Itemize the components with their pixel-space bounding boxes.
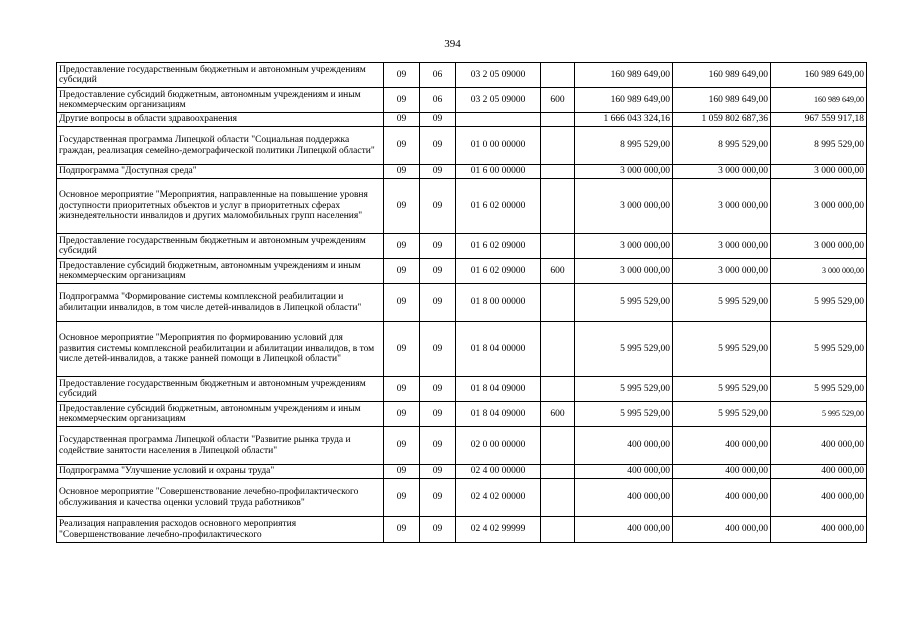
row-section-cell: 09: [384, 517, 420, 543]
row-section-cell: 09: [384, 402, 420, 427]
row-amount-1-cell: 400 000,00: [575, 465, 673, 479]
table-row: [57, 259, 867, 284]
row-amount-1-cell: 5 995 529,00: [575, 377, 673, 402]
row-amount-3-cell: 3 000 000,00: [771, 179, 867, 234]
row-name-cell: Государственная программа Липецкой области "Социальная поддержка граждан, реализация семейно-демографической политики Липецкой области": [57, 127, 384, 165]
row-amount-1-cell: 8 995 529,00: [575, 127, 673, 165]
row-amount-3-cell: 160 989 649,00: [771, 88, 867, 113]
row-target-article-cell: 01 8 00 00000: [456, 284, 541, 322]
row-amount-2-cell: 3 000 000,00: [673, 259, 771, 284]
row-amount-3-cell: 967 559 917,18: [771, 113, 867, 127]
table-row: [57, 465, 867, 479]
table-row: [57, 234, 867, 259]
row-target-article-cell: 01 6 02 00000: [456, 179, 541, 234]
row-amount-1-cell: 3 000 000,00: [575, 234, 673, 259]
row-amount-1-cell: 5 995 529,00: [575, 402, 673, 427]
row-amount-3-cell: 3 000 000,00: [771, 259, 867, 284]
row-target-article-cell: [456, 113, 541, 127]
row-expense-type-cell: [541, 179, 575, 234]
row-amount-1-cell: 3 000 000,00: [575, 179, 673, 234]
row-amount-3-cell: 5 995 529,00: [771, 377, 867, 402]
row-section-cell: 09: [384, 127, 420, 165]
row-subsection-cell: 09: [420, 479, 456, 517]
row-name-cell: Основное мероприятие "Мероприятия по формированию условий для развития системы комплексной реабилитации и абилитации инвалидов, в том числе детей-инвалидов, а также ранней помощи в Липецкой области": [57, 322, 384, 377]
row-name-cell: Предоставление субсидий бюджетным, автономным учреждениям и иным некоммерческим организациям: [57, 88, 384, 113]
row-expense-type-cell: [541, 322, 575, 377]
budget-table: [56, 62, 867, 543]
table-row: [57, 63, 867, 88]
row-amount-3-cell: 5 995 529,00: [771, 284, 867, 322]
row-subsection-cell: 09: [420, 465, 456, 479]
row-target-article-cell: 03 2 05 09000: [456, 88, 541, 113]
row-section-cell: 09: [384, 113, 420, 127]
row-amount-2-cell: 3 000 000,00: [673, 165, 771, 179]
row-section-cell: 09: [384, 179, 420, 234]
page-number: 394: [444, 38, 461, 50]
row-amount-1-cell: 5 995 529,00: [575, 322, 673, 377]
row-subsection-cell: 09: [420, 517, 456, 543]
table-row: [57, 377, 867, 402]
row-expense-type-cell: [541, 127, 575, 165]
row-expense-type-cell: [541, 63, 575, 88]
row-name-cell: Предоставление государственным бюджетным и автономным учреждениям субсидий: [57, 234, 384, 259]
row-amount-1-cell: 3 000 000,00: [575, 259, 673, 284]
row-section-cell: 09: [384, 165, 420, 179]
table-row: [57, 322, 867, 377]
row-subsection-cell: 09: [420, 234, 456, 259]
row-section-cell: 09: [384, 322, 420, 377]
row-section-cell: 09: [384, 284, 420, 322]
row-amount-2-cell: 5 995 529,00: [673, 377, 771, 402]
row-section-cell: 09: [384, 427, 420, 465]
row-section-cell: 09: [384, 465, 420, 479]
row-amount-2-cell: 160 989 649,00: [673, 88, 771, 113]
row-expense-type-cell: [541, 284, 575, 322]
row-amount-2-cell: 5 995 529,00: [673, 284, 771, 322]
table-row: [57, 479, 867, 517]
row-name-cell: Предоставление государственным бюджетным и автономным учреждениям субсидий: [57, 63, 384, 88]
row-amount-1-cell: 400 000,00: [575, 517, 673, 543]
row-name-cell: Основное мероприятие "Мероприятия, направленные на повышение уровня доступности приоритетных объектов и услуг в приоритетных сферах жизнедеятельности инвалидов и других маломобильных групп населения": [57, 179, 384, 234]
row-name-cell: Государственная программа Липецкой области "Развитие рынка труда и содействие занятости населения в Липецкой области": [57, 427, 384, 465]
row-subsection-cell: 09: [420, 427, 456, 465]
row-subsection-cell: 09: [420, 113, 456, 127]
row-subsection-cell: 09: [420, 127, 456, 165]
row-target-article-cell: 02 0 00 00000: [456, 427, 541, 465]
row-amount-3-cell: 8 995 529,00: [771, 127, 867, 165]
row-target-article-cell: 01 8 04 00000: [456, 322, 541, 377]
row-amount-2-cell: 400 000,00: [673, 517, 771, 543]
row-amount-2-cell: 400 000,00: [673, 465, 771, 479]
row-expense-type-cell: [541, 377, 575, 402]
row-section-cell: 09: [384, 259, 420, 284]
row-amount-1-cell: 3 000 000,00: [575, 165, 673, 179]
table-row: [57, 179, 867, 234]
row-subsection-cell: 09: [420, 322, 456, 377]
row-name-cell: Другие вопросы в области здравоохранения: [57, 113, 384, 127]
row-subsection-cell: 09: [420, 402, 456, 427]
row-expense-type-cell: [541, 165, 575, 179]
row-amount-2-cell: 3 000 000,00: [673, 179, 771, 234]
row-target-article-cell: 01 6 02 09000: [456, 234, 541, 259]
table-row: [57, 88, 867, 113]
row-amount-1-cell: 5 995 529,00: [575, 284, 673, 322]
row-amount-3-cell: 3 000 000,00: [771, 165, 867, 179]
row-amount-2-cell: 400 000,00: [673, 427, 771, 465]
row-amount-3-cell: 5 995 529,00: [771, 322, 867, 377]
row-section-cell: 09: [384, 88, 420, 113]
row-name-cell: Подпрограмма "Улучшение условий и охраны труда": [57, 465, 384, 479]
row-section-cell: 09: [384, 377, 420, 402]
table-row: [57, 517, 867, 543]
row-expense-type-cell: [541, 479, 575, 517]
row-subsection-cell: 09: [420, 179, 456, 234]
row-target-article-cell: 01 0 00 00000: [456, 127, 541, 165]
row-expense-type-cell: 600: [541, 259, 575, 284]
table-row: [57, 284, 867, 322]
row-name-cell: Реализация направления расходов основного мероприятия "Совершенствование лечебно-профилактического: [57, 517, 384, 543]
row-subsection-cell: 06: [420, 63, 456, 88]
row-target-article-cell: 02 4 02 00000: [456, 479, 541, 517]
table-row: [57, 402, 867, 427]
row-amount-2-cell: 400 000,00: [673, 479, 771, 517]
budget-table-body: [57, 63, 867, 543]
row-section-cell: 09: [384, 479, 420, 517]
row-expense-type-cell: [541, 517, 575, 543]
row-subsection-cell: 06: [420, 88, 456, 113]
row-target-article-cell: 02 4 02 99999: [456, 517, 541, 543]
row-target-article-cell: 01 6 02 09000: [456, 259, 541, 284]
row-subsection-cell: 09: [420, 284, 456, 322]
row-amount-2-cell: 160 989 649,00: [673, 63, 771, 88]
row-name-cell: Предоставление субсидий бюджетным, автономным учреждениям и иным некоммерческим организациям: [57, 259, 384, 284]
row-target-article-cell: 02 4 00 00000: [456, 465, 541, 479]
row-amount-2-cell: 5 995 529,00: [673, 322, 771, 377]
table-row: [57, 127, 867, 165]
row-amount-3-cell: 5 995 529,00: [771, 402, 867, 427]
row-amount-1-cell: 160 989 649,00: [575, 88, 673, 113]
row-target-article-cell: 01 8 04 09000: [456, 402, 541, 427]
row-amount-3-cell: 160 989 649,00: [771, 63, 867, 88]
row-amount-3-cell: 400 000,00: [771, 427, 867, 465]
row-expense-type-cell: 600: [541, 88, 575, 113]
row-expense-type-cell: [541, 465, 575, 479]
row-name-cell: Подпрограмма "Доступная среда": [57, 165, 384, 179]
row-target-article-cell: 01 6 00 00000: [456, 165, 541, 179]
row-amount-3-cell: 400 000,00: [771, 517, 867, 543]
row-amount-2-cell: 1 059 802 687,36: [673, 113, 771, 127]
table-row: [57, 427, 867, 465]
row-amount-1-cell: 400 000,00: [575, 479, 673, 517]
row-subsection-cell: 09: [420, 377, 456, 402]
table-row: [57, 165, 867, 179]
row-target-article-cell: 01 8 04 09000: [456, 377, 541, 402]
row-target-article-cell: 03 2 05 09000: [456, 63, 541, 88]
row-name-cell: Предоставление государственным бюджетным и автономным учреждениям субсидий: [57, 377, 384, 402]
row-expense-type-cell: [541, 234, 575, 259]
row-expense-type-cell: [541, 427, 575, 465]
row-amount-3-cell: 3 000 000,00: [771, 234, 867, 259]
row-subsection-cell: 09: [420, 165, 456, 179]
row-section-cell: 09: [384, 234, 420, 259]
row-amount-2-cell: 8 995 529,00: [673, 127, 771, 165]
row-amount-2-cell: 3 000 000,00: [673, 234, 771, 259]
row-amount-3-cell: 400 000,00: [771, 479, 867, 517]
row-subsection-cell: 09: [420, 259, 456, 284]
row-name-cell: Подпрограмма "Формирование системы комплексной реабилитации и абилитации инвалидов, в том числе детей-инвалидов в Липецкой области": [57, 284, 384, 322]
row-amount-2-cell: 5 995 529,00: [673, 402, 771, 427]
row-amount-1-cell: 160 989 649,00: [575, 63, 673, 88]
row-expense-type-cell: 600: [541, 402, 575, 427]
row-section-cell: 09: [384, 63, 420, 88]
table-row: [57, 113, 867, 127]
row-amount-1-cell: 400 000,00: [575, 427, 673, 465]
row-expense-type-cell: [541, 113, 575, 127]
row-amount-3-cell: 400 000,00: [771, 465, 867, 479]
row-amount-1-cell: 1 666 043 324,16: [575, 113, 673, 127]
row-name-cell: Основное мероприятие "Совершенствование лечебно-профилактического обслуживания и качества оценки условий труда работников": [57, 479, 384, 517]
row-name-cell: Предоставление субсидий бюджетным, автономным учреждениям и иным некоммерческим организациям: [57, 402, 384, 427]
